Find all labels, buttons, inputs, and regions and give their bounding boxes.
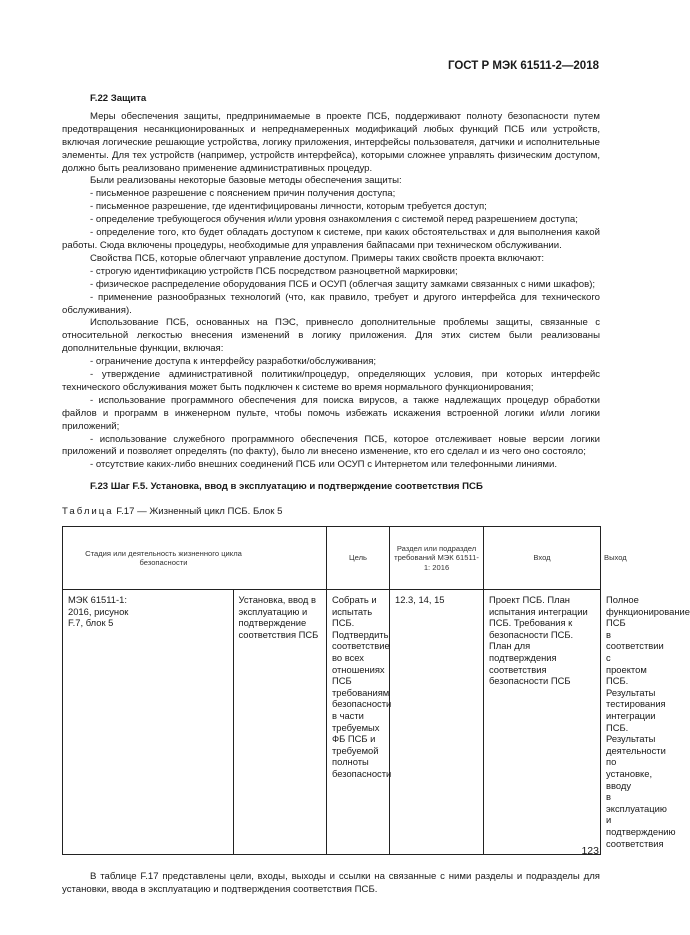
paragraph: Свойства ПСБ, которые облегчают управление доступом. Примеры таких свойств проекта включают:	[90, 252, 545, 264]
cell-goal: Собрать и испытать ПСБ. Подтвердить соответствие во всех отношениях ПСБ требованиям безопасности в части требуемых ФБ ПСБ и требуемой полноты безопасности	[327, 590, 390, 855]
table-header-row: Стадия или деятельность жизненного цикла безопасности Цель Раздел или подраздел требований МЭК 61511-1: 2016 Вход Выход	[63, 527, 601, 590]
header-stage: Стадия или деятельность жизненного цикла безопасности	[63, 527, 327, 590]
header-goal: Цель	[327, 527, 390, 590]
list-item: - использование программного обеспечения для поиска вирусов, а также надлежащих процедур обработки файлов и программ в инженерном пульте, чтобы помочь избежать искажения встроенной логики и/или логики приложений;	[62, 394, 600, 432]
paragraph: Меры обеспечения защиты, предпринимаемые в проекте ПСБ, поддерживают полноту безопасности путем предотвращения несанкционированных и непреднамеренных модификаций любых функций ПСБ или устройств, включая логические решающие устройства, логику приложения, интерфейсы пользователя, датчики и исполнительные элементы. Для тех устройств (например, устройств интерфейса), которыми сложнее управлять физическим доступом, должно быть реализовано применение административных процедур.	[62, 110, 600, 174]
section-heading-f22: F.22 Защита	[90, 93, 147, 104]
cell-clauses: 12.3, 14, 15	[390, 590, 484, 855]
list-item: - строгую идентификацию устройств ПСБ посредством разноцветной маркировки;	[90, 265, 458, 277]
table-row: МЭК 61511-1: 2016, рисунок F.7, блок 5 Установка, ввод в эксплуатацию и подтверждение соответствия ПСБ Собрать и испытать ПСБ. Подтвердить соответствие во всех отношениях ПСБ требованиям безопасности в части требуемых ФБ ПСБ и требуемой полноты безопасности 12.3, 14, 15 Проект ПСБ. План испытания интеграции ПСБ. Требования к безопасности ПСБ. План для подтверждения соответствия безопасности ПСБ Полное функционирование ПСБ в соответствии с проектом ПСБ. Результаты тестирования интеграции ПСБ. Результаты деятельности по установке, вводу в эксплуатацию и подтверждению соответствия	[63, 590, 601, 855]
list-item: - применение разнообразных технологий (что, как правило, требует и другого интерфейса для технического обслуживания).	[62, 291, 600, 316]
section-heading-f23: F.23 Шаг F.5. Установка, ввод в эксплуатацию и подтверждение соответствия ПСБ	[90, 481, 483, 493]
list-item: - использование служебного программного обеспечения ПСБ, которое отслеживает новые версии логики приложений и позволяет определять (по факту), было ли внесено изменение, кто его сделал и из чего оно состояло;	[62, 433, 600, 458]
paragraph: Использование ПСБ, основанных на ПЭС, привнесло дополнительные проблемы защиты, связанные с относительной легкостью внесения изменений в логику приложения. Для этих систем были реализованы дополнительные функции, включая:	[62, 317, 600, 355]
table-caption	[62, 506, 600, 519]
cell-input: Проект ПСБ. План испытания интеграции ПСБ. Требования к безопасности ПСБ. План для подтверждения соответствия безопасности ПСБ	[484, 590, 601, 855]
table-caption-title: F.17 — Жизненный цикл ПСБ. Блок 5	[116, 506, 283, 518]
list-item: - физическое распределение оборудования ПСБ и ОСУП (облегчая защиту замками связанных с ними шкафов);	[90, 278, 596, 290]
list-item: - письменное разрешение, где идентифицированы личности, которым требуется доступ;	[90, 201, 487, 213]
list-item: - утверждение административной политики/процедур, определяющих условия, при которых интерфейс технического обслуживания может быть подключен к системе во время нормального функционирования;	[62, 369, 600, 393]
cell-ref: МЭК 61511-1: 2016, рисунок F.7, блок 5	[68, 594, 129, 629]
page-number: 123	[581, 845, 599, 857]
cell-stage: Установка, ввод в эксплуатацию и подтверждение соответствия ПСБ	[233, 590, 327, 854]
paragraph-after-table: В таблице F.17 представлены цели, входы, выходы и ссылки на связанные с ними разделы и подразделы для установки, ввода в эксплуатацию и подтверждения соответствия ПСБ.	[62, 871, 600, 896]
list-item: - определение того, кто будет обладать доступом к системе, при каких обстоятельствах и для выполнения какой работы. Сюда включены процедуры, необходимые для управления байпасами при техническом обслуживании.	[62, 227, 600, 251]
document-standard-id: ГОСТ Р МЭК 61511-2—2018	[447, 60, 599, 72]
header-clauses: Раздел или подраздел требований МЭК 61511-1: 2016	[390, 527, 484, 590]
list-item: - ограничение доступа к интерфейсу разработки/обслуживания;	[90, 356, 377, 368]
header-input: Вход	[484, 527, 601, 590]
table-caption-prefix: Таблица	[62, 506, 114, 518]
list-item: - определение требующегося обучения и/или уровня ознакомления с системой перед разрешением доступа;	[90, 214, 578, 226]
paragraph: Были реализованы некоторые базовые методы обеспечения защиты:	[90, 175, 402, 187]
page-content	[62, 93, 690, 897]
list-item: - письменное разрешение с пояснением причин получения доступа;	[90, 188, 396, 200]
list-item: - отсутствие каких-либо внешних соединений ПСБ или ОСУП с Интернетом или телефонными линиями.	[90, 459, 558, 471]
lifecycle-table	[62, 526, 690, 855]
